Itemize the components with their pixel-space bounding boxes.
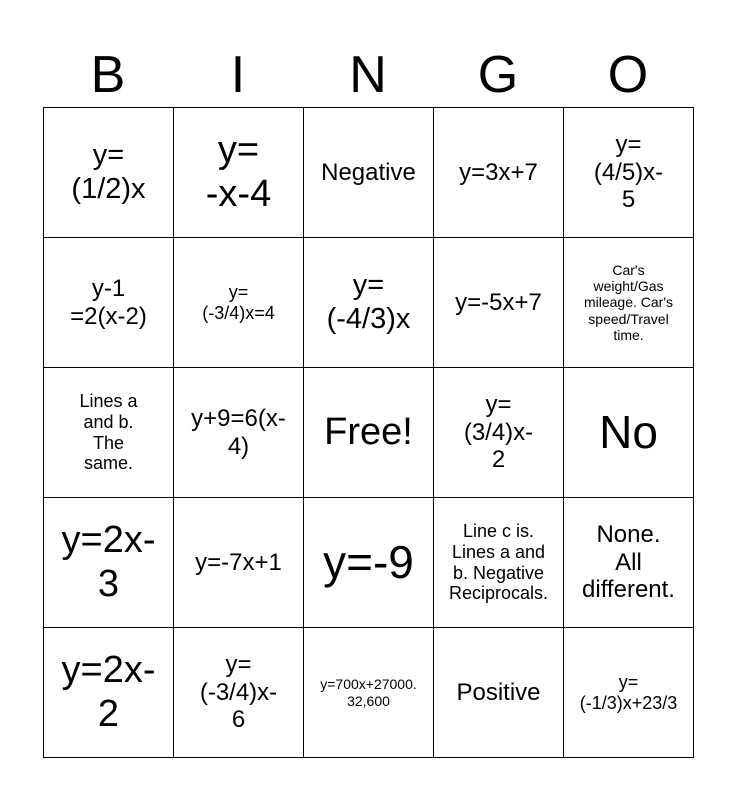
bingo-cell-o4[interactable] xyxy=(564,498,694,628)
cell-text: Positive xyxy=(456,678,541,706)
free-space-label: Free! xyxy=(324,410,413,453)
header-letter-g: G xyxy=(477,46,519,104)
bingo-cell-free[interactable] xyxy=(304,368,434,498)
board-row-3 xyxy=(44,368,694,498)
bingo-cell-o1[interactable] xyxy=(564,108,694,238)
board-row-2 xyxy=(44,238,694,368)
bingo-cell-g4[interactable] xyxy=(434,498,564,628)
bingo-cell-o2[interactable] xyxy=(564,238,694,368)
header-letter-o: O xyxy=(607,46,649,104)
bingo-cell-i3[interactable] xyxy=(174,368,304,498)
bingo-cell-i2[interactable] xyxy=(174,238,304,368)
bingo-cell-n1[interactable] xyxy=(304,108,434,238)
board-row-5 xyxy=(44,628,694,758)
cell-text: y=700x+27000. 32,600 xyxy=(320,676,417,709)
cell-text: No xyxy=(599,406,658,459)
board-row-1 xyxy=(44,108,694,238)
cell-text: Negative xyxy=(321,158,416,186)
bingo-cell-g3[interactable] xyxy=(434,368,564,498)
cell-text: y=-5x+7 xyxy=(455,288,542,316)
cell-text: y= (1/2)x xyxy=(71,139,146,205)
bingo-header xyxy=(43,44,693,106)
bingo-cell-b4[interactable] xyxy=(44,498,174,628)
cell-text: y= (4/5)x- 5 xyxy=(593,131,664,214)
cell-text: y=-7x+1 xyxy=(195,548,282,576)
bingo-cell-o5[interactable] xyxy=(564,628,694,758)
board-row-4 xyxy=(44,498,694,628)
cell-text: Line c is. Lines a and b. Negative Reciprocals. xyxy=(448,521,549,604)
cell-text: y= -x-4 xyxy=(205,128,272,215)
bingo-board xyxy=(43,107,694,758)
cell-text: None. All different. xyxy=(582,521,675,604)
cell-text: y= (-3/4)x=4 xyxy=(202,281,275,323)
bingo-cell-i5[interactable] xyxy=(174,628,304,758)
cell-text: Lines a and b. The same. xyxy=(79,391,138,474)
cell-text: y= (-1/3)x+23/3 xyxy=(579,671,678,713)
bingo-cell-n5[interactable] xyxy=(304,628,434,758)
header-letter-i: I xyxy=(230,46,246,104)
header-letter-b: B xyxy=(90,46,126,104)
bingo-cell-b3[interactable] xyxy=(44,368,174,498)
bingo-cell-g1[interactable] xyxy=(434,108,564,238)
bingo-cell-n2[interactable] xyxy=(304,238,434,368)
cell-text: y=2x- 2 xyxy=(61,648,156,735)
bingo-cell-b2[interactable] xyxy=(44,238,174,368)
cell-text: y-1 =2(x-2) xyxy=(70,274,147,330)
cell-text: y= (-3/4)x- 6 xyxy=(199,651,278,734)
bingo-cell-g2[interactable] xyxy=(434,238,564,368)
bingo-cell-b5[interactable] xyxy=(44,628,174,758)
header-letter-n: N xyxy=(349,46,387,104)
bingo-cell-i1[interactable] xyxy=(174,108,304,238)
bingo-cell-o3[interactable] xyxy=(564,368,694,498)
cell-text: y= (-4/3)x xyxy=(326,269,411,335)
cell-text: Car's weight/Gas mileage. Car's speed/Travel time. xyxy=(583,262,674,343)
cell-text: y=2x- 3 xyxy=(61,518,156,605)
bingo-cell-n4[interactable] xyxy=(304,498,434,628)
cell-text: y=-9 xyxy=(323,536,414,589)
bingo-cell-g5[interactable] xyxy=(434,628,564,758)
bingo-cell-i4[interactable] xyxy=(174,498,304,628)
cell-text: y+9=6(x- 4) xyxy=(191,404,286,460)
cell-text: y=3x+7 xyxy=(459,158,538,186)
bingo-cell-b1[interactable] xyxy=(44,108,174,238)
cell-text: y= (3/4)x- 2 xyxy=(463,391,534,474)
